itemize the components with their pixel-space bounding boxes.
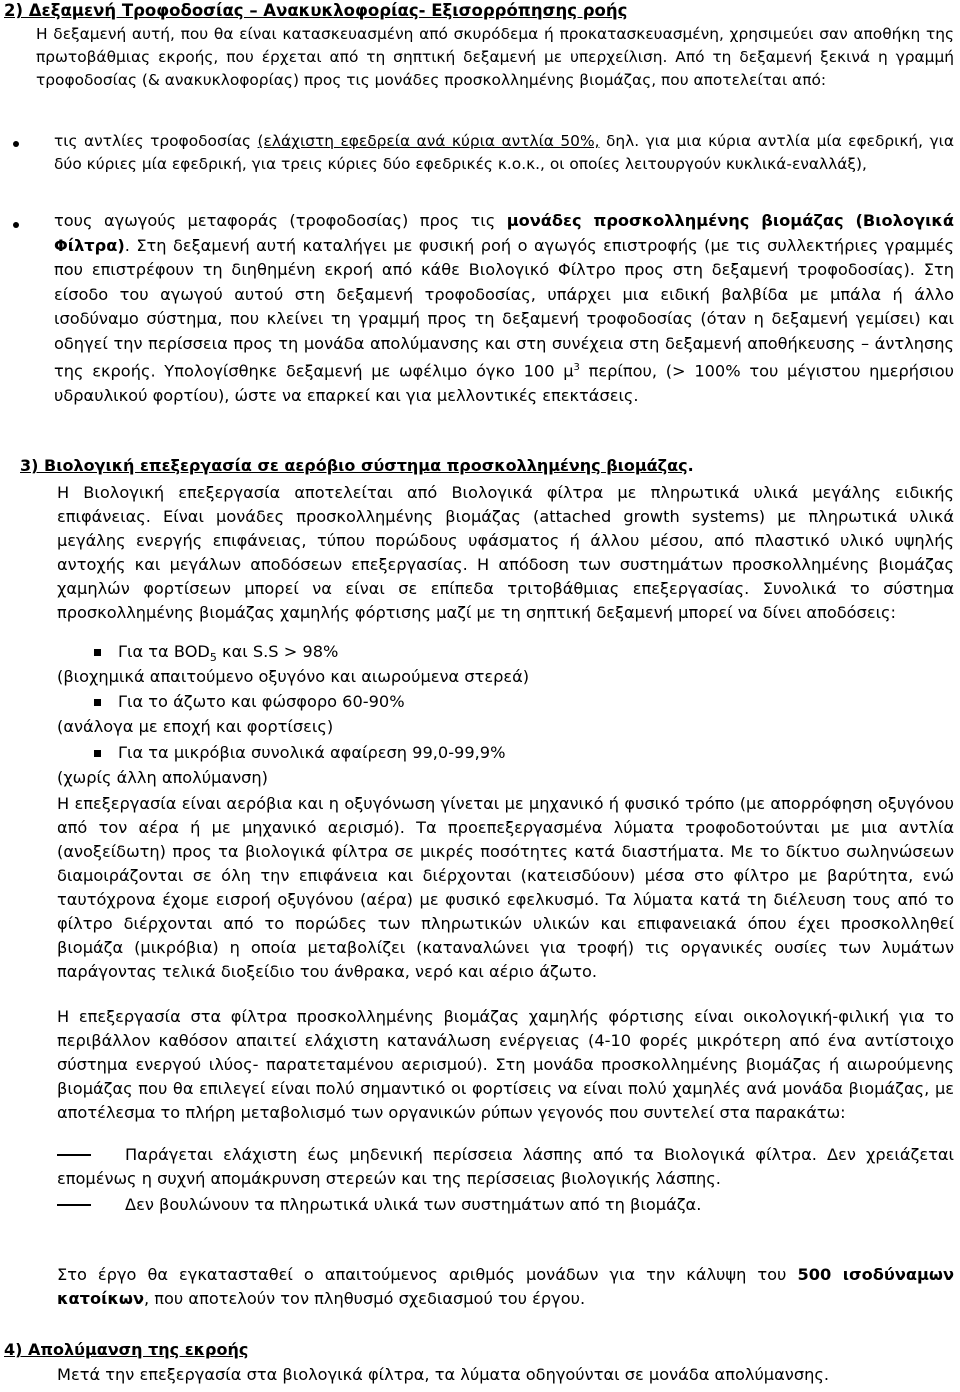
result-item-2: Δεν βουλώνουν τα πληρωτικά υλικά των συστημάτων από τη βιομάζα.	[125, 1195, 702, 1214]
section-3-para-1	[57, 481, 954, 625]
section-4-para: Μετά την επεξεργασία στα βιολογικά φίλτρα, τα λύματα οδηγούνται σε μονάδα απολύμανσης.	[57, 1365, 829, 1384]
bod-subscript: 5	[209, 651, 217, 665]
efficiency-item-2-note: (ανάλογα με εποχή και φορτίσεις)	[57, 717, 334, 736]
section-2-bullet-2	[54, 209, 954, 408]
section-3-heading-text: 3) Βιολογική επεξεργασία σε αερόβιο σύστημα προσκολλημένης βιομάζας	[20, 456, 688, 475]
bullet-dot-1	[13, 141, 19, 147]
bullet-1-text-underlined: (ελάχιστη εφεδρεία ανά κύρια αντλία 50%,	[257, 132, 600, 150]
bullet-2-text-a: τους αγωγούς μεταφοράς (τροφοδοσίας) προς τις	[54, 211, 507, 230]
section-2-bullet-1	[54, 130, 954, 176]
para-4-text-c: , που αποτελούν τον πληθυσμό σχεδιασμού του έργου.	[143, 1289, 586, 1308]
section-3-para-2	[57, 792, 954, 984]
section-3-para-3-text: Η επεξεργασία στα φίλτρα προσκολλημένης βιομάζας χαμηλής φόρτισης είναι οικολογική-φιλική για το περιβάλλον καθόσον απαιτεί ελάχιστη κατανάλωση ενέργειας (4-10 φορές μικρότερη από ένα αντίστοιχο σύστημα ενεργού ιλύος- παρατεταμένου αερισμού). Στη μονάδα προσκολλημένης βιομάζας ή αιωρούμενης βιομάζας που θα επιλεγεί είναι πολύ σημαντικό οι φορτίσεις να είναι πολύ χαμηλές ανά μονάδα βιομάζας, με αποτέλεσμα το πλήρη μεταβολισμό των οργανικών ρύπων γεγονός που συντελεί στα παρακάτω:	[57, 1007, 954, 1122]
section-3-para-4	[57, 1263, 954, 1311]
section-3-para-3	[57, 1005, 954, 1125]
item-1-text-b: και S.S > 98%	[216, 642, 339, 661]
bullet-2-text-bold: μονάδες προσκολλημένης βιομάζας (Βιολογικά Φίλτρα)	[54, 211, 954, 255]
para-4-text-a: Στο έργο θα εγκατασταθεί ο απαιτούμενος αριθμός μονάδων για την κάλυψη του	[57, 1265, 798, 1284]
section-2-intro-text: Η δεξαμενή αυτή, που θα είναι κατασκευασμένη από σκυρόδεμα ή προκατασκευασμένη, χρησιμεύει σαν αποθήκη της πρωτοβάθμιας εκροής, που έρχεται από τη σηπτική δεξαμενή με υπερχείλιση. Από τη δεξαμενή ξεκινά η γραμμή τροφοδοσίας (& ανακυκλοφορίας) προς τις μονάδες προσκολλημένης βιομάζας, που αποτελείται από:	[36, 25, 954, 90]
para-4-text-bold: 500 ισοδύναμων κατοίκων	[57, 1265, 954, 1308]
section-2-intro	[36, 23, 954, 93]
bullet-square-3	[94, 750, 101, 757]
efficiency-item-3: Για τα μικρόβια συνολικά αφαίρεση 99,0-99,9%	[118, 743, 506, 762]
section-3-para-1-text: Η Βιολογική επεξεργασία αποτελείται από Βιολογικά φίλτρα με πληρωτικά υλικά μεγάλης ειδικής επιφάνειας. Είναι μονάδες προσκολλημένης βιομάζας (attached growth systems) με πληρωτικά υλικά μεγάλης ενεργής επιφάνειας, τύπου πορώδους υφάσματος ή άλλου μέσου, από πλαστικό υλικό υψηλής αντοχής και μεγάλων αποδόσεων επεξεργασίας. Η απόδοση των συστημάτων προσκολλημένης βιομάζας χαμηλών φορτίσεων μπορεί να είναι σε επίπεδα τριτοβάθμιας επεξεργασίας. Συνολικά το σύστημα προσκολλημένης βιομάζας χαμηλής φόρτισης μαζί με τη σηπτική δεξαμενή μπορεί να δίνει αποδόσεις:	[57, 483, 954, 622]
bullet-2-text-d: περίπου, (> 100% του μέγιστου ημερήσιου υδραυλικού φορτίου), ώστε να επαρκεί και για μελλοντικές επεκτάσεις.	[54, 361, 954, 405]
efficiency-item-1-note: (βιοχημικά απαιτούμενο οξυγόνο και αιωρούμενα στερεά)	[57, 667, 530, 686]
bullet-square-2	[94, 699, 101, 706]
result-item-1	[57, 1143, 954, 1191]
section-3-heading	[20, 455, 694, 477]
section-2-heading	[4, 0, 627, 22]
section-3-heading-end: .	[687, 456, 694, 475]
section-3-para-2-text: Η επεξεργασία είναι αερόβια και η οξυγόνωση γίνεται με μηχανικό ή φυσικό τρόπο (με απορρόφηση οξυγόνου από τον αέρα ή με μηχανικό αερισμό). Τα προεπεξεργασμένα λύματα τροφοδοτούνται με μια αντλία (ανοξείδωτη) προς τα βιολογικά φίλτρα σε μικρές ποσότητες κατά διαστήματα. Με το δίκτυο σωληνώσεων διαμοιράζονται σε όλη την επιφάνεια και διέρχονται (κατεισδύουν) μέσα στο φίλτρο με βαρύτητα, ενώ ταυτόχρονα έχομε εισροή οξυγόνου (αέρα) με φυσικό εφελκυσμό. Τα λύματα κατά τη διέλευση τους από το φίλτρο διέρχονται από το πορώδες των πληρωτικών υλικών και επιφανειακά όπου έχει προσκολληθεί βιομάζα (μικρόβια) η οποία μεταβολίζει (καταναλώνει για τροφή) τις οργανικές ουσίες των λυμάτων παράγοντας τελικά διοξείδιο του άνθρακα, νερό και αέριο άζωτο.	[57, 794, 954, 981]
result-item-1-text: Παράγεται ελάχιστη έως μηδενική περίσσεια λάσπης από τα Βιολογικά φίλτρα. Δεν χρειάζεται επομένως η συχνή απομάκρυνση στερεών και της περίσσειας βιολογικής λάσπης.	[57, 1145, 954, 1188]
bullet-1-text-b: δηλ. για μια κύρια αντλία μία εφεδρική, για δύο κύριες μία εφεδρική, για τρεις κύριες δύο εφεδρικές κ.ο.κ., οι οποίες λειτουργούν κυκλικά-εναλλάξ),	[54, 132, 954, 174]
section-4-heading	[4, 1339, 248, 1361]
bullet-square-1	[94, 649, 101, 656]
dash-marker-2	[57, 1204, 91, 1206]
efficiency-item-3-note: (χωρίς άλλη απολύμανση)	[57, 768, 268, 787]
bullet-dot-2	[13, 222, 19, 228]
bullet-1-text-a: τις αντλίες τροφοδοσίας	[54, 132, 258, 150]
bullet-2-text-c: . Στη δεξαμενή αυτή καταλήγει με φυσική ροή ο αγωγός επιστροφής (με τις συλλεκτήριες γραμμές που επιστρέφουν τη διηθημένη εκροή από κάθε Βιολογικό Φίλτρο προς στη δεξαμενή τροφοδοσίας). Στη είσοδο του αγωγού αυτού στη δεξαμενή τροφοδοσίας, υπάρχει μια ειδική βαλβίδα με μπάλα ή άλλο ισοδύναμο σύστημα, που κλείνει τη γραμμή προς τη δεξαμενή τροφοδοσίας (όταν η δεξαμενή γεμίσει) και οδηγεί την περίσσεια προς τη μονάδα απολύμανσης και στη συνέχεια στη δεξαμενή αποθήκευσης – άντλησης της εκροής. Υπολογίσθηκε δεξαμενή με ωφέλιμο όγκο 100 μ	[54, 235, 954, 381]
efficiency-item-2: Για το άζωτο και φώσφορο 60-90%	[118, 692, 405, 711]
section-2-heading-text: 2) Δεξαμενή Τροφοδοσίας – Ανακυκλοφορίας- Εξισορρόπησης ροής	[4, 1, 628, 20]
section-4-heading-text: 4) Απολύμανση της εκροής	[4, 1340, 249, 1359]
cubic-superscript: 3	[573, 362, 580, 373]
item-1-text-a: Για τα BOD	[118, 642, 210, 661]
